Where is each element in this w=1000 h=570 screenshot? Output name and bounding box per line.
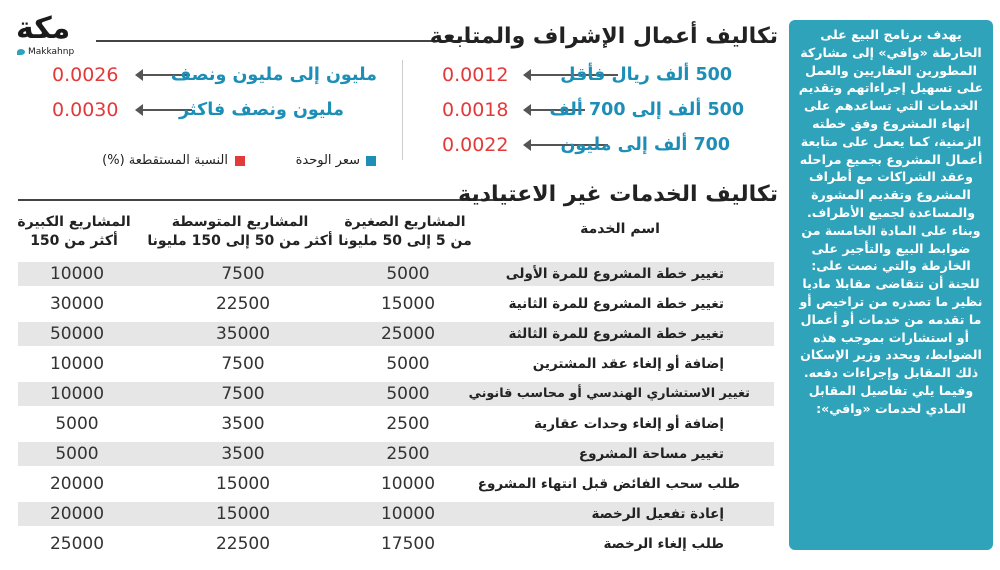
medium-cost: 15000: [215, 504, 271, 524]
legend-unit-price: سعر الوحدة: [295, 153, 360, 168]
supervision-rate: 0.0018: [442, 99, 509, 121]
medium-cost: 7500: [221, 264, 265, 284]
header-medium-title: المشاريع المتوسطة: [171, 214, 309, 230]
header-small-sub: من 5 إلى 50 مليونا: [338, 233, 472, 249]
small-cost: 5000: [386, 264, 430, 284]
supervision-tier: 500 ألف ريال فأقل: [560, 65, 732, 85]
service-name: إضافة أو إلغاء وحدات عقارية: [533, 416, 724, 432]
large-cost: 30000: [49, 294, 105, 314]
small-cost: 10000: [380, 474, 436, 494]
large-cost: 25000: [49, 534, 105, 554]
table-row: [18, 472, 774, 496]
small-cost: 17500: [380, 534, 436, 554]
intro-panel: [789, 20, 993, 550]
small-cost: 2500: [386, 414, 430, 434]
small-cost: 2500: [386, 444, 430, 464]
table-row: [18, 382, 774, 406]
supervision-row: [442, 96, 744, 124]
large-cost: 10000: [49, 264, 105, 284]
table-row: [18, 292, 774, 316]
service-name: طلب سحب الفائض قبل انتهاء المشروع: [477, 476, 740, 492]
supervision-tier: مليون إلى مليون ونصف: [170, 65, 377, 85]
table-row: [18, 322, 774, 346]
supervision-tier: 500 ألف إلى 700 ألف: [549, 100, 744, 120]
supervision-rate: 0.0022: [442, 134, 509, 156]
table-row: [18, 442, 774, 466]
supervision-row: [442, 61, 732, 89]
large-cost: 5000: [55, 444, 99, 464]
large-cost: 5000: [55, 414, 99, 434]
large-cost: 10000: [49, 384, 105, 404]
supervision-row: [52, 61, 377, 89]
medium-cost: 3500: [221, 414, 265, 434]
large-cost: 20000: [49, 504, 105, 524]
small-cost: 5000: [386, 384, 430, 404]
small-cost: 5000: [386, 354, 430, 374]
supervision-row: [52, 96, 344, 124]
supervision-tier: 700 ألف إلى مليون: [560, 135, 730, 155]
header-large-title: المشاريع الكبيرة: [17, 214, 131, 230]
supervision-rate: 0.0026: [52, 64, 119, 86]
legend: [90, 152, 390, 170]
header-medium: [140, 213, 340, 251]
medium-cost: 15000: [215, 474, 271, 494]
service-name: إعادة تفعيل الرخصة: [591, 506, 724, 522]
header-medium-sub: أكثر من 50 إلى 150 مليونا: [147, 233, 333, 249]
service-name: تغيير خطة المشروع للمرة الثانية: [508, 296, 724, 312]
medium-cost: 22500: [215, 534, 271, 554]
header-small: [330, 213, 480, 251]
legend-deducted-rate: النسبة المستقطعة (%): [102, 153, 228, 168]
service-name: طلب إلغاء الرخصة: [603, 536, 724, 552]
header-large-sub: أكثر من 150: [30, 233, 118, 249]
services-title-rule: [18, 199, 508, 201]
service-name: تغيير الاستشاري الهندسي أو محاسب قانوني: [468, 386, 750, 401]
small-cost: 10000: [380, 504, 436, 524]
intro-text: يهدف برنامج البيع على الخارطة «وافي» إلى مشاركة المطورين العقاريين والعمل على تسهيل إجراءاتهم وتقديم الخدمات التي تساعدهم على إنهاء المشروع وفق خطته الزمنية، كما يعمل على متابعة أعمال المشروع بجميع مراحله وعقد الشراكات مع أطراف المشروع وتقديم المشورة والمساعدة لجميع الأطراف. وبناء على المادة الخامسة من ضوابط البيع والتأجير على الخارطة والتي نصت على: للجنة أن تتقاضى مقابلا ماديا نظير ما تصدره من تراخيص أو ما تقدمه من خدمات أو أعمال أو استشارات بموجب هذه الضوابط، ويحدد وزير الإسكان ذلك المقابل وإجراءات دفعه. وفيما يلي تفاصيل المقابل المادي لخدمات «وافي»:: [798, 27, 984, 416]
table-row: [18, 532, 774, 556]
legend-swatch-unit-price: [366, 156, 376, 166]
service-name: تغيير خطة المشروع للمرة الأولى: [505, 266, 724, 282]
services-title: تكاليف الخدمات غير الاعتيادية: [458, 182, 778, 207]
header-service: اسم الخدمة: [580, 221, 660, 237]
table-row: [18, 412, 774, 436]
large-cost: 50000: [49, 324, 105, 344]
legend-swatch-deducted-rate: [235, 156, 245, 166]
twitter-bird-icon: [17, 49, 25, 55]
service-name: تغيير مساحة المشروع: [578, 446, 724, 462]
supervision-title: تكاليف أعمال الإشراف والمتابعة: [429, 24, 778, 49]
supervision-tier: مليون ونصف فاكثر: [179, 100, 344, 120]
brand-logo: [14, 12, 94, 60]
service-name: إضافة أو إلغاء عقد المشترين: [532, 356, 724, 372]
table-row: [18, 262, 774, 286]
large-cost: 10000: [49, 354, 105, 374]
small-cost: 25000: [380, 324, 436, 344]
medium-cost: 7500: [221, 384, 265, 404]
large-cost: 20000: [49, 474, 105, 494]
brand-name: مكة: [16, 11, 71, 46]
service-name: تغيير خطة المشروع للمرة الثالثة: [508, 326, 724, 342]
brand-handle: Makkahnp: [28, 47, 75, 57]
medium-cost: 22500: [215, 294, 271, 314]
table-row: [18, 352, 774, 376]
supervision-row: [442, 131, 730, 159]
table-row: [18, 502, 774, 526]
medium-cost: 3500: [221, 444, 265, 464]
medium-cost: 7500: [221, 354, 265, 374]
supervision-rate: 0.0030: [52, 99, 119, 121]
small-cost: 15000: [380, 294, 436, 314]
column-divider: [402, 60, 403, 160]
supervision-rate: 0.0012: [442, 64, 509, 86]
header-large: [14, 213, 134, 251]
header-small-title: المشاريع الصغيرة: [344, 214, 466, 230]
medium-cost: 35000: [215, 324, 271, 344]
